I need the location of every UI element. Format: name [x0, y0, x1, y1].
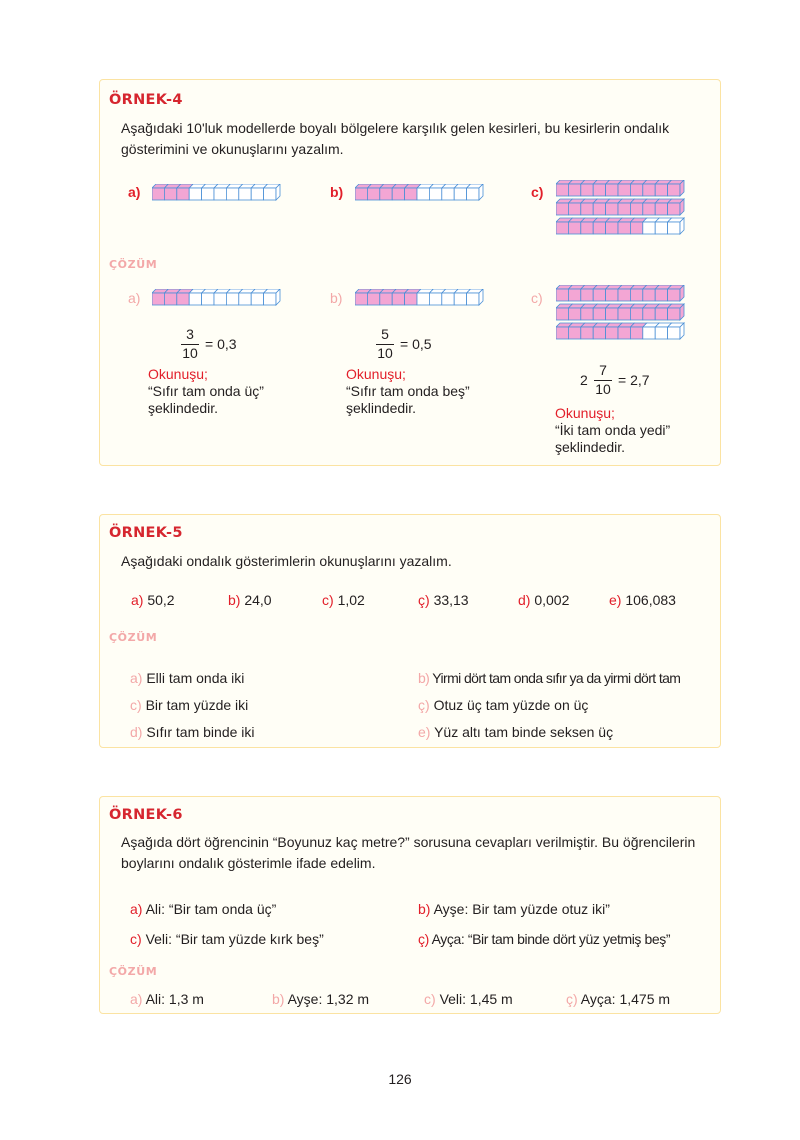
- cube-shaded: [618, 222, 630, 234]
- cube-shaded: [581, 222, 593, 234]
- cube-empty: [655, 327, 667, 339]
- cube-shaded: [630, 327, 642, 339]
- cube-shaded: [355, 293, 367, 305]
- cube-empty: [202, 293, 214, 305]
- example-6-question: Aşağıda dört öğrencinin “Boyunuz kaç metre?” sorusuna cevapları verilmiştir. Bu öğrencilerin boylarını ondalık gösterimle ifade edelim.: [121, 834, 696, 871]
- cube-empty: [417, 188, 429, 200]
- reading-c: Okunuşu; “İki tam onda yedi” şeklindedir.: [555, 405, 671, 455]
- cube-shaded: [606, 184, 618, 196]
- cube-shaded: [630, 184, 642, 196]
- cube-empty: [442, 188, 454, 200]
- cube-shaded: [177, 293, 189, 305]
- cube-shaded: [556, 203, 568, 215]
- example-5-solution-a: a) Elli tam onda iki: [130, 670, 245, 686]
- cube-shaded: [556, 184, 568, 196]
- cube-empty: [454, 188, 466, 200]
- cube-shaded: [655, 308, 667, 320]
- cube-shaded: [593, 222, 605, 234]
- cube-empty: [189, 293, 201, 305]
- cube-shaded: [618, 184, 630, 196]
- cube-shaded: [668, 308, 680, 320]
- cube-shaded: [405, 293, 417, 305]
- cube-shaded: [593, 289, 605, 301]
- cube-empty: [454, 293, 466, 305]
- decimal-c: = 2,7: [618, 372, 650, 388]
- example-4-label-b: b): [330, 184, 344, 200]
- decimal-a: = 0,3: [205, 336, 237, 352]
- cube-shaded: [152, 188, 164, 200]
- cube-shaded: [556, 308, 568, 320]
- cube-shaded: [618, 308, 630, 320]
- example-6-item-a: a) Ali: “Bir tam onda üç”: [130, 901, 277, 917]
- cube-empty: [655, 222, 667, 234]
- ten-rod-solution-a: [152, 289, 281, 306]
- cube-empty: [668, 222, 680, 234]
- cube-empty: [226, 188, 238, 200]
- cube-shaded: [606, 222, 618, 234]
- example-5-solution-b: b) Yirmi dört tam onda sıfır ya da yirmi dört tam: [418, 670, 681, 686]
- cube-shaded: [655, 289, 667, 301]
- example-5-box: [99, 514, 721, 748]
- cube-shaded: [568, 327, 580, 339]
- cube-shaded: [593, 203, 605, 215]
- cube-shaded: [593, 308, 605, 320]
- example-6-solution-b: b) Ayşe: 1,32 m: [272, 991, 370, 1007]
- cube-shaded: [367, 188, 379, 200]
- cube-shaded: [355, 188, 367, 200]
- cube-shaded: [618, 203, 630, 215]
- cube-shaded: [581, 289, 593, 301]
- example-5-item-c: c) 1,02: [322, 592, 365, 608]
- cube-shaded: [606, 327, 618, 339]
- cube-shaded: [668, 203, 680, 215]
- cube-shaded: [593, 184, 605, 196]
- cube-shaded: [581, 308, 593, 320]
- cube-empty: [189, 188, 201, 200]
- cube-shaded: [556, 289, 568, 301]
- cube-shaded: [630, 203, 642, 215]
- example-5-item-e: e) 106,083: [609, 592, 676, 608]
- example-6-solution-c-cedilla: ç) Ayça: 1,475 m: [566, 991, 671, 1007]
- cube-empty: [643, 327, 655, 339]
- reading-b: Okunuşu; “Sıfır tam onda beş” şeklindedir.: [346, 366, 470, 416]
- example-6-item-b: b) Ayşe: Bir tam yüzde otuz iki”: [418, 901, 610, 917]
- cube-shaded: [556, 222, 568, 234]
- cube-shaded: [643, 203, 655, 215]
- cube-shaded: [630, 222, 642, 234]
- example-4-title: ÖRNEK-4: [109, 92, 183, 108]
- cube-shaded: [630, 289, 642, 301]
- cube-shaded: [606, 203, 618, 215]
- cube-empty: [239, 293, 251, 305]
- cube-shaded: [380, 293, 392, 305]
- cube-shaded: [618, 327, 630, 339]
- ten-rod-model-a: [152, 184, 281, 201]
- cube-shaded: [618, 289, 630, 301]
- cube-empty: [467, 188, 479, 200]
- cube-empty: [467, 293, 479, 305]
- example-4-solution-label-b: b): [330, 290, 343, 306]
- decimal-b: = 0,5: [400, 336, 432, 352]
- cube-shaded: [606, 289, 618, 301]
- example-5-solution-e: e) Yüz altı tam binde seksen üç: [418, 724, 614, 740]
- cube-shaded: [556, 327, 568, 339]
- example-5-item-d: d) 0,002: [518, 592, 570, 608]
- cube-empty: [417, 293, 429, 305]
- ten-rod-model-b: [355, 184, 484, 201]
- example-4-question: Aşağıdaki 10'luk modellerde boyalı bölgelere karşılık gelen kesirleri, bu kesirlerin ondalık gösterimini ve okunuşlarını yazalım.: [121, 120, 670, 157]
- cube-empty: [264, 188, 276, 200]
- fraction-b-denominator: 10: [377, 345, 393, 361]
- example-5-item-c-cedilla: ç) 33,13: [418, 592, 469, 608]
- cube-shaded: [668, 289, 680, 301]
- cube-shaded: [164, 293, 176, 305]
- cube-empty: [202, 188, 214, 200]
- example-4-label-c: c): [531, 184, 544, 200]
- fraction-a-numerator: 3: [186, 326, 194, 342]
- cube-empty: [643, 222, 655, 234]
- cube-shaded: [643, 289, 655, 301]
- cube-empty: [429, 293, 441, 305]
- cube-shaded: [177, 188, 189, 200]
- cube-shaded: [367, 293, 379, 305]
- example-5-item-a: a) 50,2: [131, 592, 175, 608]
- cube-shaded: [643, 308, 655, 320]
- cube-empty: [429, 188, 441, 200]
- cube-shaded: [392, 293, 404, 305]
- cube-shaded: [568, 308, 580, 320]
- example-6-solution-c: c) Veli: 1,45 m: [424, 991, 513, 1007]
- cube-shaded: [655, 203, 667, 215]
- example-5-solution-label: ÇÖZÜM: [109, 631, 158, 644]
- cube-shaded: [655, 184, 667, 196]
- page-number: 126: [388, 1071, 412, 1087]
- mixed-whole-c: 2: [580, 372, 588, 388]
- cube-shaded: [593, 327, 605, 339]
- cube-empty: [214, 293, 226, 305]
- example-6-title: ÖRNEK-6: [109, 807, 183, 823]
- cube-empty: [239, 188, 251, 200]
- ten-rod-solution-b: [355, 289, 484, 306]
- cube-empty: [226, 293, 238, 305]
- fraction-b-numerator: 5: [381, 326, 389, 342]
- ten-rod-model-c: [556, 180, 685, 235]
- cube-empty: [251, 188, 263, 200]
- cube-shaded: [405, 188, 417, 200]
- example-4-box: [99, 79, 721, 466]
- cube-shaded: [581, 184, 593, 196]
- cube-shaded: [164, 188, 176, 200]
- example-5-solution-c-cedilla: ç) Otuz üç tam yüzde on üç: [418, 697, 589, 713]
- cube-shaded: [380, 188, 392, 200]
- example-6-solution-label: ÇÖZÜM: [109, 965, 158, 978]
- cube-shaded: [568, 222, 580, 234]
- cube-empty: [264, 293, 276, 305]
- cube-empty: [668, 327, 680, 339]
- ten-rod-solution-c: [556, 285, 685, 340]
- example-5-solution-c: c) Bir tam yüzde iki: [130, 697, 249, 713]
- cube-shaded: [568, 203, 580, 215]
- cube-empty: [442, 293, 454, 305]
- cube-empty: [251, 293, 263, 305]
- cube-shaded: [392, 188, 404, 200]
- example-5-question: Aşağıdaki ondalık gösterimlerin okunuşlarını yazalım.: [121, 553, 452, 569]
- example-4-solution-label-a: a): [128, 290, 141, 306]
- example-4-solution-label-c: c): [531, 290, 543, 306]
- fraction-a-denominator: 10: [182, 345, 198, 361]
- example-6-item-c-cedilla: ç) Ayça: “Bir tam binde dört yüz yetmiş beş”: [418, 931, 671, 947]
- example-6-box: [99, 796, 721, 1014]
- example-6-item-c: c) Veli: “Bir tam yüzde kırk beş”: [130, 931, 324, 947]
- reading-a: Okunuşu; “Sıfır tam onda üç” şeklindedir.: [148, 366, 264, 416]
- fraction-c-denominator: 10: [595, 381, 611, 397]
- example-5-item-b: b) 24,0: [228, 592, 272, 608]
- cube-shaded: [568, 289, 580, 301]
- cube-empty: [214, 188, 226, 200]
- cube-shaded: [643, 184, 655, 196]
- cube-shaded: [581, 327, 593, 339]
- cube-shaded: [152, 293, 164, 305]
- cube-shaded: [568, 184, 580, 196]
- cube-shaded: [581, 203, 593, 215]
- example-5-title: ÖRNEK-5: [109, 525, 183, 541]
- cube-shaded: [606, 308, 618, 320]
- example-4-solution-label: ÇÖZÜM: [109, 258, 158, 271]
- example-5-solution-d: d) Sıfır tam binde iki: [130, 724, 255, 740]
- cube-shaded: [630, 308, 642, 320]
- cube-shaded: [668, 184, 680, 196]
- example-4-label-a: a): [128, 184, 141, 200]
- fraction-c-numerator: 7: [599, 362, 607, 378]
- example-6-solution-a: a) Ali: 1,3 m: [130, 991, 204, 1007]
